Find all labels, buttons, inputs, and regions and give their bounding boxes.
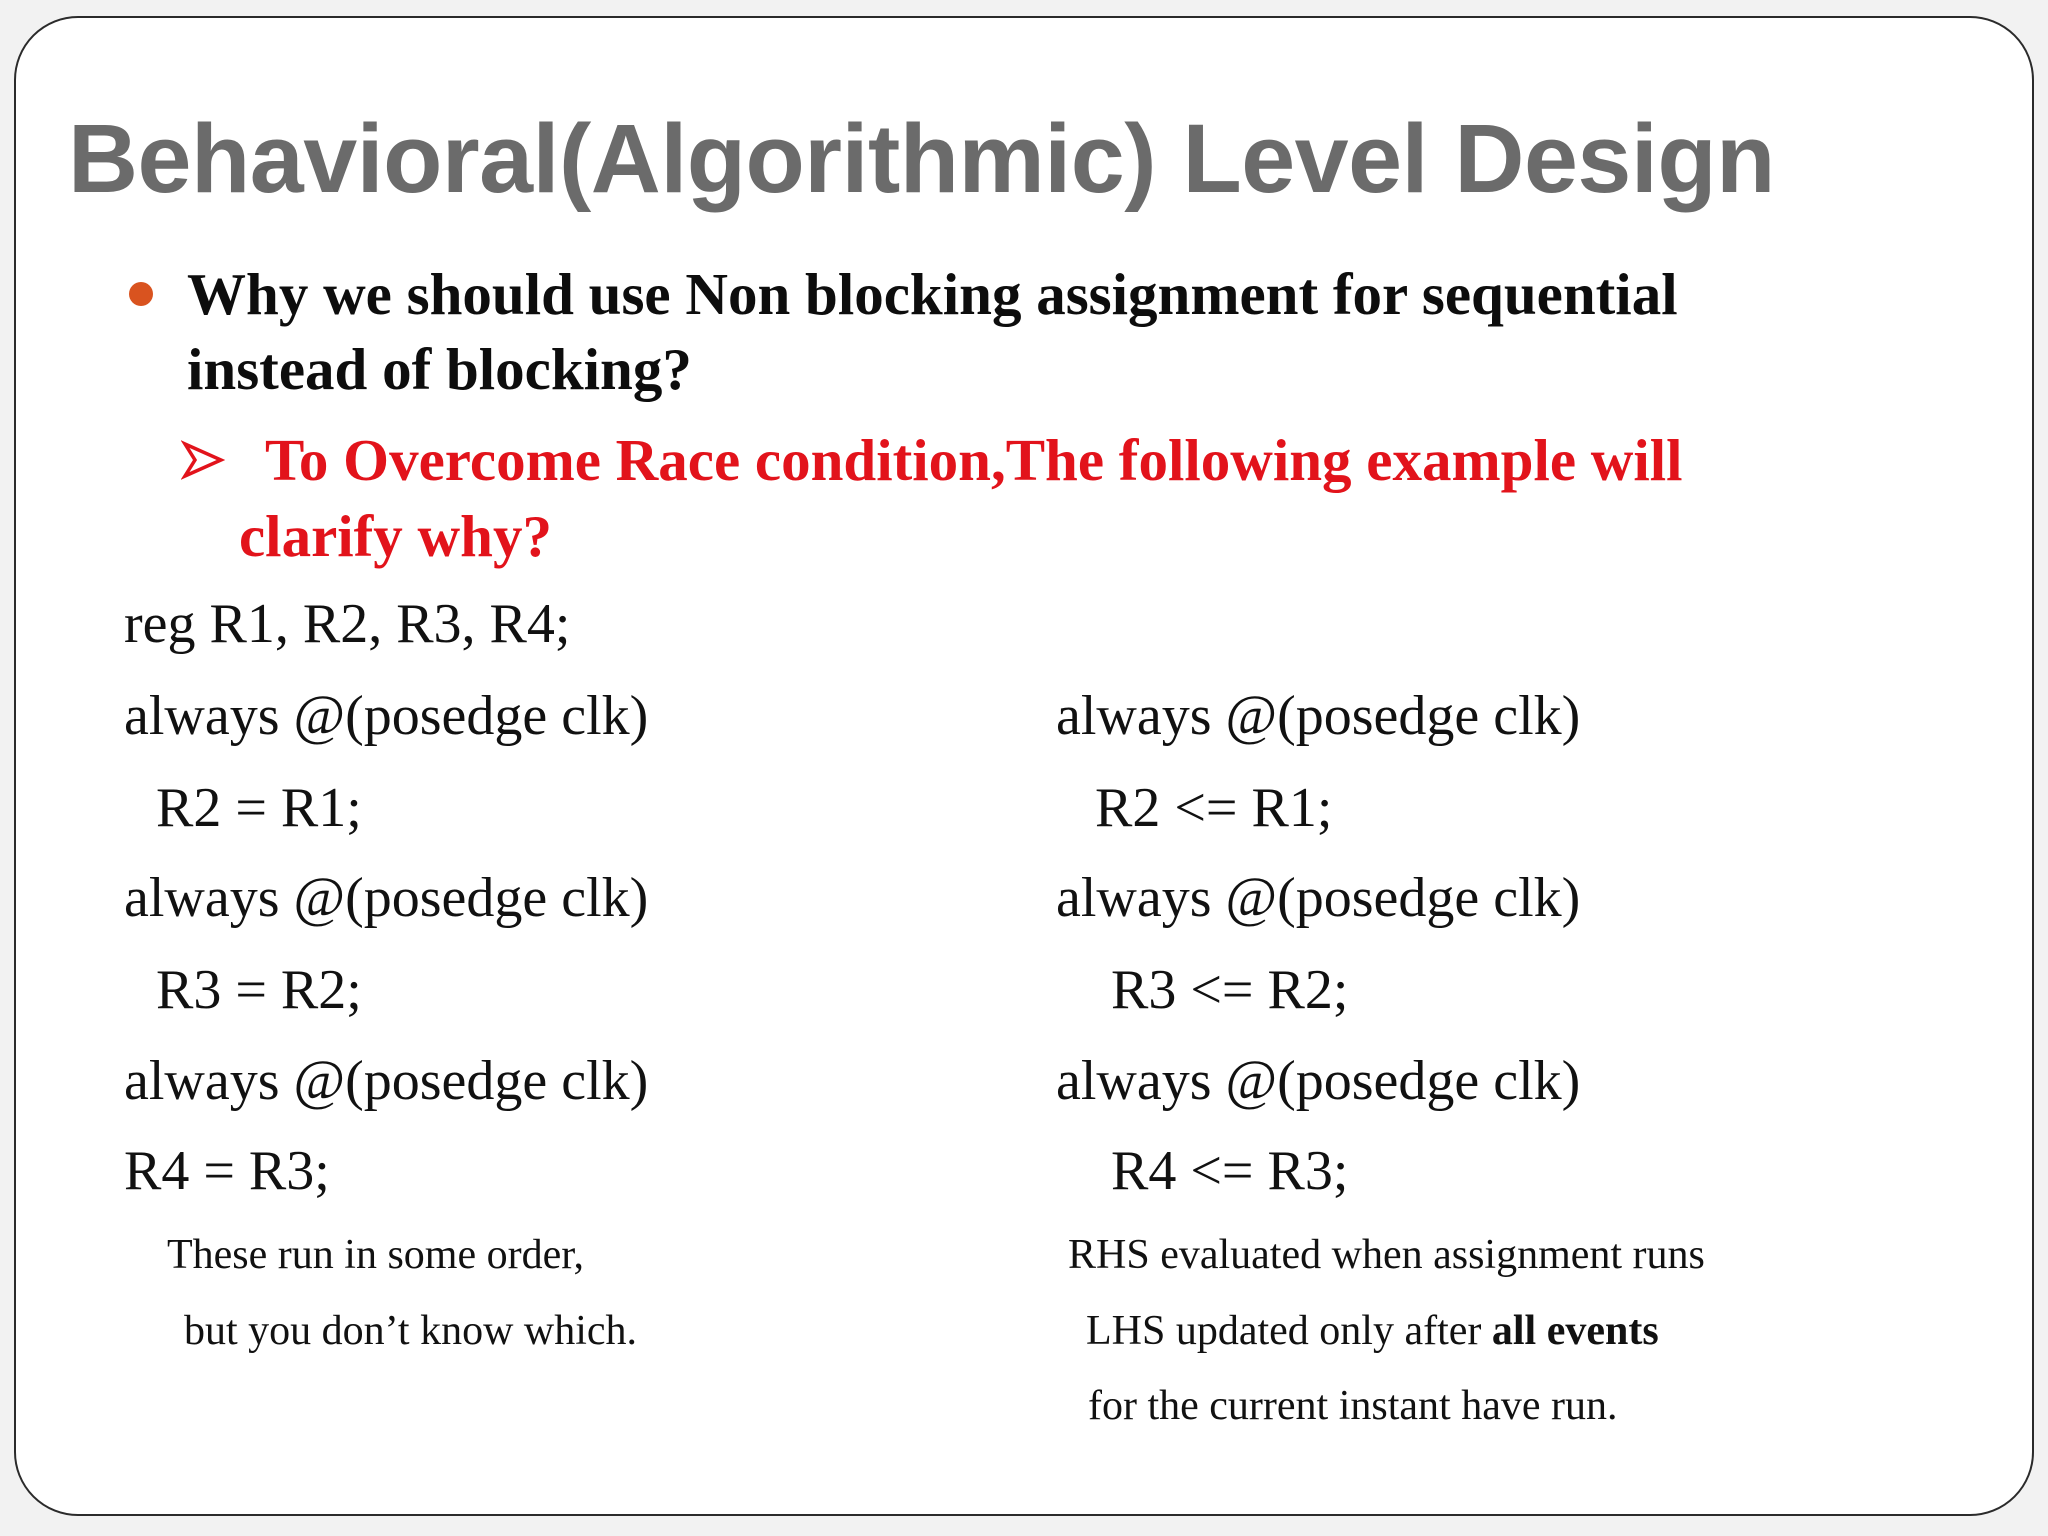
answer-line-2: clarify why? xyxy=(239,503,552,569)
nonblocking-code-line: R3 <= R2; xyxy=(1111,959,1349,1021)
note-emphasis: all events xyxy=(1491,1308,1659,1354)
round-bullet-icon xyxy=(129,282,153,306)
reg-declaration: reg R1, R2, R3, R4; xyxy=(124,593,571,655)
slide-title: Behavioral(Algorithmic) Level Design xyxy=(68,104,1775,213)
blocking-code-line: always @(posedge clk) xyxy=(124,867,649,929)
blocking-note-line: These run in some order, xyxy=(167,1232,585,1278)
nonblocking-note-line: RHS evaluated when assignment runs xyxy=(1068,1232,1705,1278)
nonblocking-code-line: always @(posedge clk) xyxy=(1056,685,1581,747)
answer-line-1: To Overcome Race condition,The following example will xyxy=(265,427,1683,493)
nonblocking-code-line: R4 <= R3; xyxy=(1111,1140,1349,1202)
blocking-code-line: always @(posedge clk) xyxy=(124,1050,649,1112)
blocking-code-line: R3 = R2; xyxy=(156,959,362,1021)
nonblocking-code-line: R2 <= R1; xyxy=(1095,777,1333,839)
blocking-code-line: R2 = R1; xyxy=(156,777,362,839)
nonblocking-note-line xyxy=(1086,1310,1659,1352)
question-line-1: Why we should use Non blocking assignment for sequential xyxy=(187,261,1678,327)
nonblocking-code-line: always @(posedge clk) xyxy=(1056,867,1581,929)
arrowhead-bullet-icon xyxy=(181,440,225,480)
slide xyxy=(14,16,2034,1516)
nonblocking-code-line: always @(posedge clk) xyxy=(1056,1050,1581,1112)
nonblocking-note-line: for the current instant have run. xyxy=(1088,1383,1618,1429)
blocking-code-line: always @(posedge clk) xyxy=(124,685,649,747)
blocking-note-line: but you don’t know which. xyxy=(184,1308,638,1354)
blocking-code-line: R4 = R3; xyxy=(124,1140,330,1202)
question-line-2: instead of blocking? xyxy=(187,336,692,402)
note-text: LHS updated only after xyxy=(1086,1308,1492,1354)
